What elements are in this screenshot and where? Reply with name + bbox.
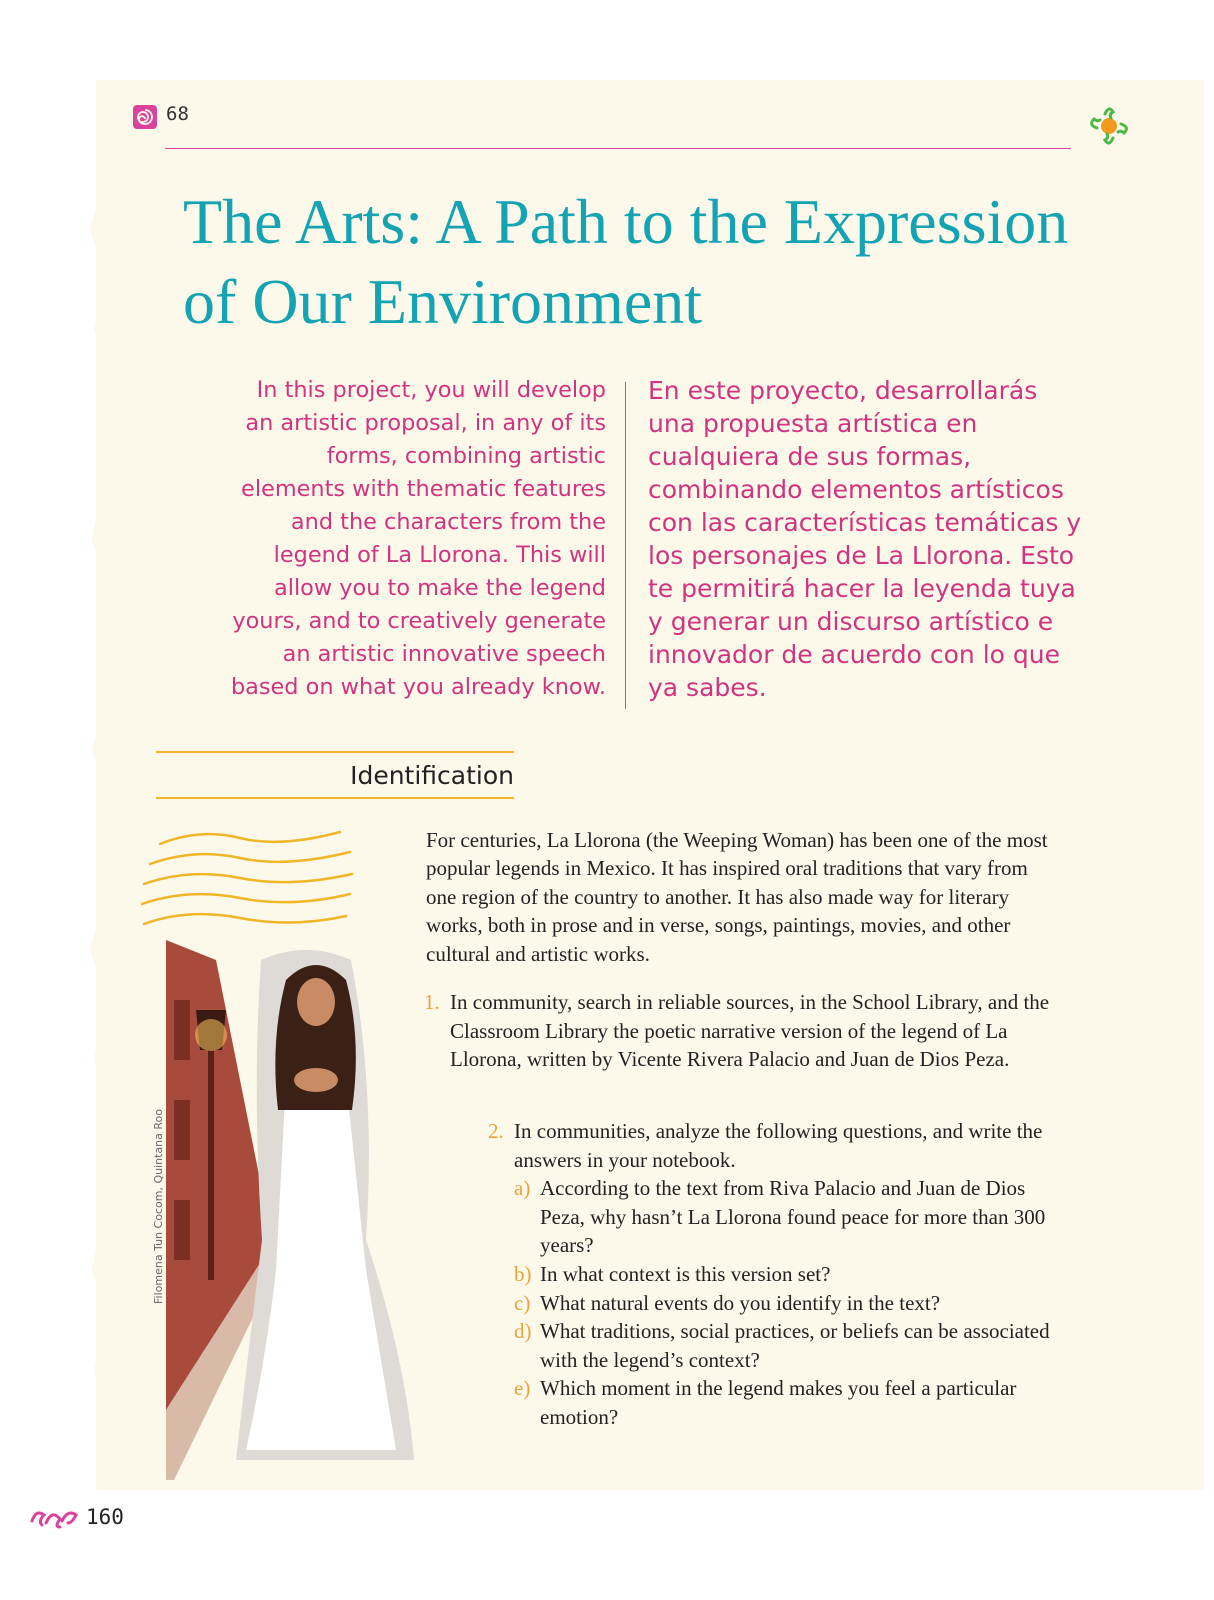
- question-e: [514, 1374, 1068, 1431]
- section-body: For centuries, La Llorona (the Weeping Woman) has been one of the most popular legends in Mexico. It has inspired oral traditions that vary from one region of the country to another. It has also made way for literary works, both in prose and in verse, songs, paintings, movies, and other cultural and artistic works.: [426, 828, 1048, 966]
- question-b-letter: b): [514, 1261, 532, 1286]
- question-d-letter: d): [514, 1319, 532, 1344]
- section-rule-bottom: [156, 797, 514, 799]
- question-c-text: What natural events do you identify in the text?: [540, 1290, 941, 1315]
- wavy-lines-decoration: [140, 824, 360, 932]
- header-page-number: 68: [166, 103, 189, 125]
- question-c-letter: c): [514, 1290, 531, 1315]
- section-heading: Identification: [350, 761, 514, 790]
- question-d-text: What traditions, social practices, or beliefs can be associated with the legend’s context?: [540, 1319, 1050, 1372]
- intro-spanish: En este proyecto, desarrollarás una propuesta artística en cualquiera de sus formas, combinando elementos artísticos con las características temáticas y los personajes de La Llorona. Esto te permitirá hacer la leyenda tuya y generar un discurso artístico e innovador de acuerdo con lo que ya sabes.: [648, 376, 1082, 702]
- question-list: [514, 1174, 1068, 1431]
- activity-2-number: 2.: [488, 1119, 504, 1143]
- intro-divider: [625, 382, 626, 709]
- question-b: [514, 1260, 1068, 1289]
- activity-1-number: 1.: [424, 990, 440, 1014]
- question-e-text: Which moment in the legend makes you feel a particular emotion?: [540, 1376, 1017, 1429]
- aztec-spiral-icon: [132, 104, 158, 130]
- question-e-letter: e): [514, 1376, 531, 1401]
- activity-list-1: [424, 988, 1064, 1074]
- header-rule: [165, 148, 1071, 149]
- page-title: The Arts: A Path to the Expression of Our Environment: [183, 186, 1069, 337]
- question-a-text: According to the text from Riva Palacio and Juan de Dios Peza, why hasn’t La Llorona found peace for more than 300 years?: [540, 1176, 1046, 1258]
- question-c: [514, 1289, 1068, 1318]
- activity-1: [424, 988, 1064, 1074]
- section-rule-top: [156, 751, 514, 753]
- swirl-ornament-icon: [28, 1505, 80, 1531]
- question-b-text: In what context is this version set?: [540, 1261, 831, 1286]
- activity-2-text: In communities, analyze the following questions, and write the answers in your notebook.: [514, 1119, 1043, 1172]
- activity-list-2: [488, 1117, 1068, 1432]
- footer-page-number: 160: [86, 1505, 124, 1529]
- illustration-credit: Filomena Tun Cocom, Quintana Roo: [152, 1109, 165, 1304]
- question-a-letter: a): [514, 1176, 531, 1201]
- question-a: [514, 1174, 1068, 1260]
- intro-english: In this project, you will develop an artistic proposal, in any of its forms, combining artistic elements with thematic features and the characters from the legend of La Llorona. This will allow you to make the legend yours, and to creatively generate an artistic innovative speech based on what you already know.: [230, 377, 606, 700]
- torn-edge: [84, 80, 124, 1490]
- activity-1-text: In community, search in reliable sources, in the School Library, and the Classroom Library the poetic narrative version of the legend of La Llorona, written by Vicente Rivera Palacio and Juan de Dios Peza.: [450, 990, 1050, 1072]
- activity-2: [488, 1117, 1068, 1432]
- flower-logo-icon: [1084, 100, 1134, 152]
- la-llorona-illustration: [166, 940, 416, 1480]
- question-d: [514, 1317, 1068, 1374]
